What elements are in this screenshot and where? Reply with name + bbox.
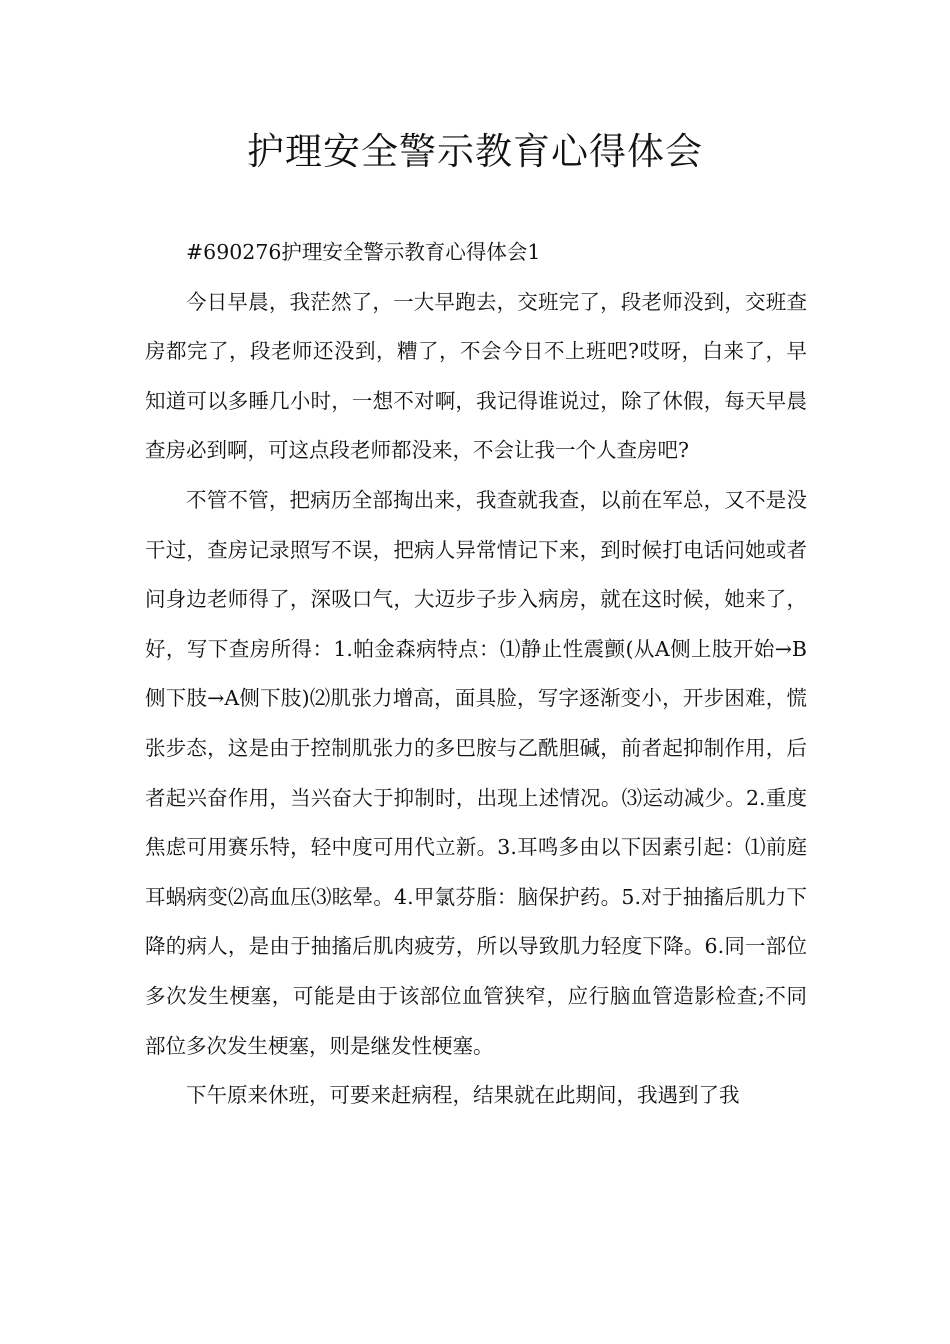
document-body bbox=[145, 228, 807, 1121]
paragraph: 下午原来休班，可要来赶病程，结果就在此期间，我遇到了我 bbox=[186, 1083, 740, 1108]
paragraph-heading: #690276护理安全警示教育心得体会1 bbox=[186, 240, 541, 264]
document-title: 护理安全警示教育心得体会 bbox=[247, 130, 703, 173]
paragraph: 不管不管，把病历全部掏出来，我查就我查，以前在军总，又不是没干过，查房记录照写不误，把病人异常情记下来，到时候打电话问她或者问身边老师得了，深吸口气，大迈步子步入病房，就在这时候，她来了，好，写下查房所得：1.帕金森病特点：⑴静止性震颤(从A侧上肢开始→B侧下肢→A侧下肢)⑵肌张力增高，面具脸，写字逐渐变小，开步困难，慌张步态，这是由于控制肌张力的多巴胺与乙酰胆碱，前者起抑制作用，后者起兴奋作用，当兴奋大于抑制时，出现上述情况。⑶运动减少。2.重度焦虑可用赛乐特，轻中度可用代立新。3.耳鸣多由以下因素引起：⑴前庭耳蜗病变⑵高血压⑶眩晕。4.甲氯芬脂：脑保护药。5.对于抽搐后肌力下降的病人，是由于抽搐后肌肉疲劳，所以导致肌力轻度下降。6.同一部位多次发生梗塞，可能是由于该部位血管狭窄，应行脑血管造影检查;不同部位多次发生梗塞，则是继发性梗塞。 bbox=[145, 487, 807, 1058]
paragraph: 今日早晨，我茫然了，一大早跑去，交班完了，段老师没到，交班查房都完了，段老师还没到，糟了，不会今日不上班吧?哎呀，白来了，早知道可以多睡几小时，一想不对啊，我记得谁说过，除了休假，每天早晨查房必到啊，可这点段老师都没来，不会让我一个人查房吧? bbox=[145, 289, 807, 463]
